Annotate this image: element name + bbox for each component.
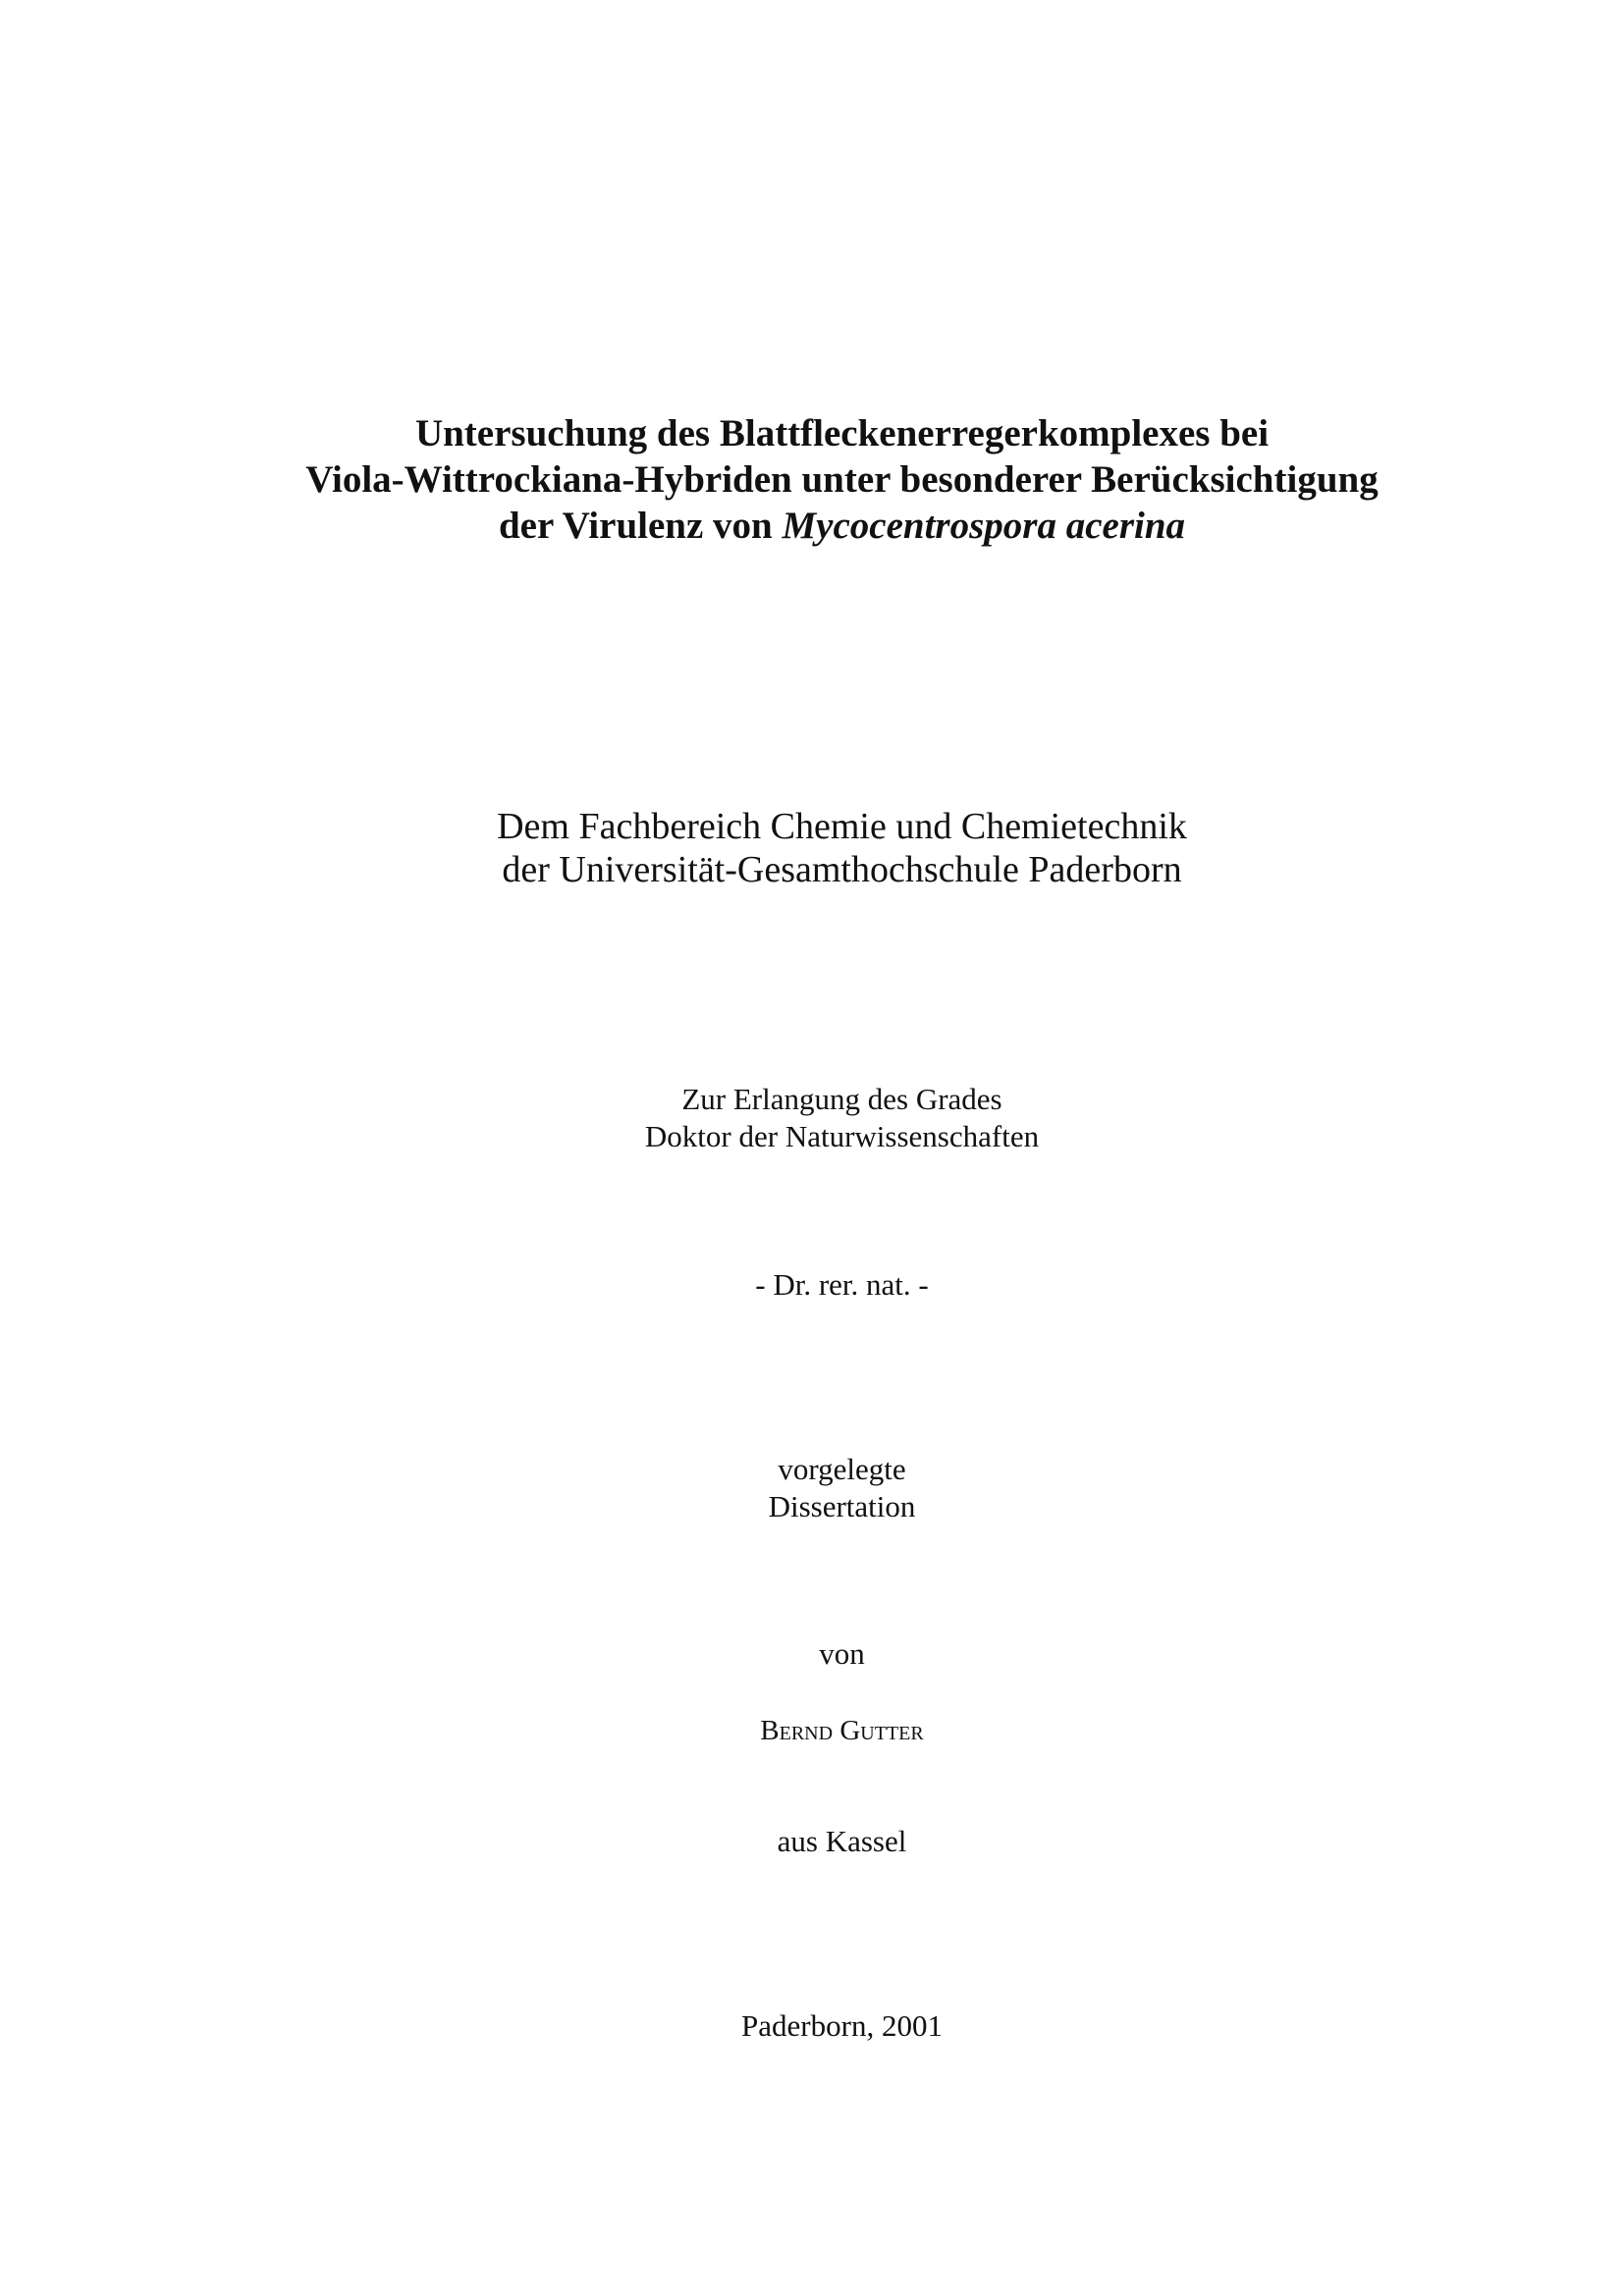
author-name: Bernd Gutter: [760, 1715, 924, 1746]
title-line-2: Viola-Wittrockiana-Hybriden unter besonderer Berücksichtigung: [305, 458, 1379, 501]
faculty-line-2: der Universität-Gesamthochschule Paderborn: [502, 849, 1182, 890]
title-line-3: [0, 503, 1623, 549]
submitted-line-1: vorgelegte: [778, 1452, 906, 1486]
degree-line-2: Doktor der Naturwissenschaften: [644, 1119, 1040, 1153]
title-line-3-prefix: der Virulenz von: [498, 505, 783, 547]
faculty-line-1: Dem Fachbereich Chemie und Chemietechnik: [497, 806, 1187, 847]
degree-line-1: Zur Erlangung des Grades: [681, 1082, 1002, 1116]
author-origin: aus Kassel: [777, 1824, 907, 1858]
place-and-year: Paderborn, 2001: [741, 2008, 943, 2043]
by-label: von: [819, 1636, 865, 1671]
faculty-statement: [0, 805, 1623, 891]
submission-statement: [0, 1451, 1623, 1525]
degree-abbreviation: - Dr. rer. nat. -: [755, 1267, 929, 1302]
species-name: Mycocentrospora acerina: [782, 505, 1186, 547]
degree-statement: [0, 1081, 1623, 1155]
dissertation-title: [0, 410, 1623, 549]
submitted-line-2: Dissertation: [768, 1489, 916, 1523]
title-line-1: Untersuchung des Blattfleckenerregerkomplexes bei: [414, 412, 1270, 454]
